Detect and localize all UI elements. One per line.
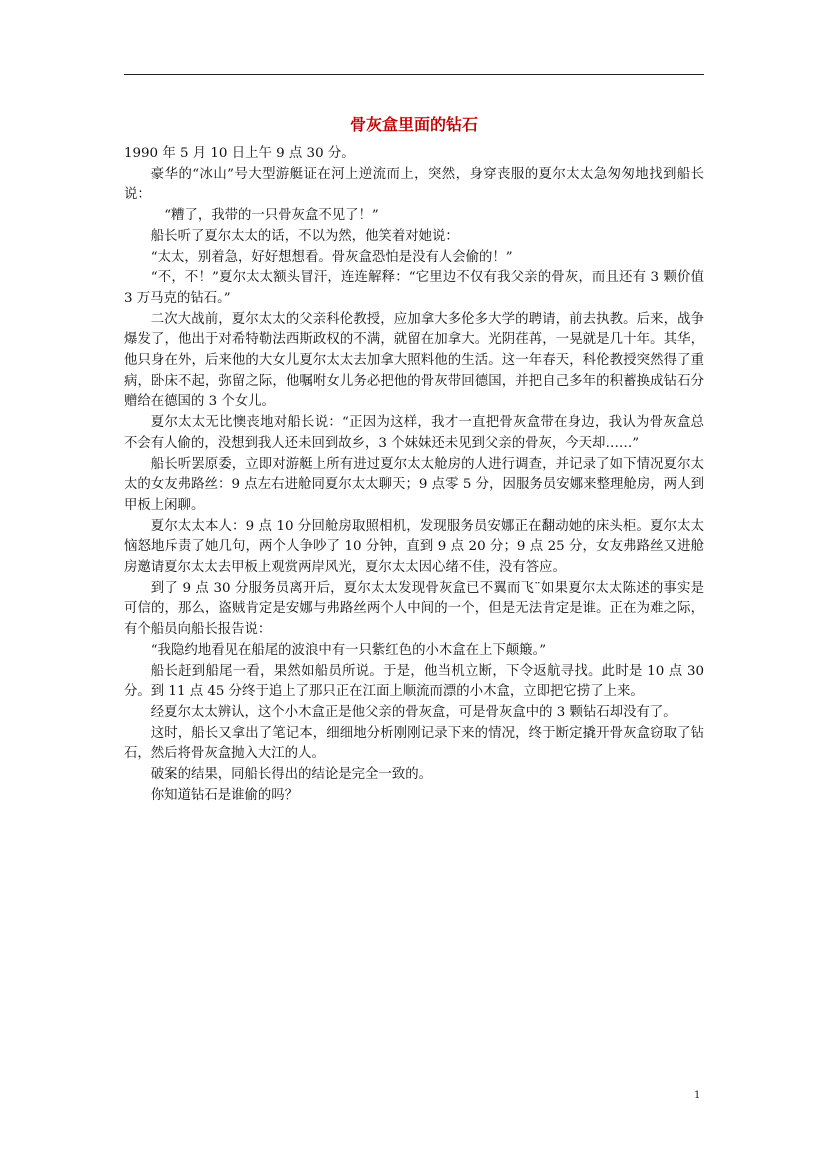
document-body (124, 144, 704, 807)
paragraph: 经夏尔太太辨认，这个小木盒正是他父亲的骨灰盒，可是骨灰盒中的 3 颗钻石却没有了。 (150, 704, 677, 720)
paragraph: 到了 9 点 30 分服务员离开后，夏尔太太发现骨灰盒已不翼而飞¨如果夏尔太太陈述的事实是可信的，那么，盗贼肯定是安娜与弗路丝两个人中间的一个，但是无法肯定是谁。正在为难之际，有个船员向船长报告说： (124, 580, 704, 638)
header-rule (124, 74, 704, 75)
paragraph: “我隐约地看见在船尾的波浪中有一只紫红色的小木盒在上下颠簸。” (150, 642, 547, 658)
paragraph: 夏尔太太无比懊丧地对船长说：“正因为这样，我才一直把骨灰盒带在身边，我认为骨灰盒总不会有人偷的，没想到我人还未回到故乡，3 个妹妹还未见到父亲的骨灰，今天却……” (124, 415, 704, 451)
paragraph: 船长听了夏尔太太的话，不以为然，他笑着对她说： (150, 228, 459, 244)
paragraph: 夏尔太太本人：9 点 10 分回舱房取照相机，发现服务员安娜正在翻动她的床头柜。夏尔太太恼怒地斥责了她几句，两个人争吵了 10 分钟，直到 9 点 20 分；9 点 25 分，女友弗路丝又进舱房邀请夏尔太太去甲板上观赏两岸风光，夏尔太太因心绪不佳，没有答应。 (124, 518, 704, 576)
paragraph: “不，不！”夏尔太太额头冒汗，连连解释：“它里边不仅有我父亲的骨灰，而且还有 3 颗价值 3 万马克的钻石。” (124, 270, 704, 306)
document-title: 骨灰盒里面的钻石 (349, 115, 478, 134)
paragraph: 船长听罢原委，立即对游艇上所有进过夏尔太太舱房的人进行调查，并记录了如下情况夏尔太太的女友弗路丝：9 点左右进舱同夏尔太太聊天；9 点零 5 分，因服务员安娜来整理舱房，两人到甲板上闲聊。 (124, 456, 704, 513)
paragraph: “糟了，我带的一只骨灰盒不见了！” (164, 208, 379, 224)
paragraph-question: 你知道钻石是谁偷的吗？ (150, 787, 299, 803)
paragraph-date: 1990 年 5 月 10 日上午 9 点 30 分。 (124, 146, 355, 161)
paragraph: 船长赶到船尾一看，果然如船员所说。于是，他当机立断，下令返航寻找。此时是 10 点 30 分。到 11 点 45 分终于追上了那只正在江面上顺流而漂的小木盒，立即把它捞了上来。 (124, 663, 704, 700)
paragraph: 破案的结果，同船长得出的结论是完全一致的。 (150, 767, 432, 783)
paragraph: 豪华的“冰山”号大型游艇证在河上逆流而上，突然，身穿丧服的夏尔太太急匆匆地找到船长说： (124, 166, 704, 203)
paragraph: “太太，别着急，好好想想看。骨灰盒恐怕是没有人会偷的！” (150, 249, 513, 265)
paragraph: 二次大战前，夏尔太太的父亲科伦教授，应加拿大多伦多大学的聘请，前去执教。后来，战争爆发了，他出于对希特勒法西斯政权的不满，就留在加拿大。光阴荏苒，一晃就是几十年。其华，他只身在外，后来他的大女儿夏尔太太去加拿大照料他的生活。这一年春天，科伦教授突然得了重病，卧床不起，弥留之际，他嘱咐女儿务必把他的骨灰带回德国，并把自己多年的积蓄换成钻石分赠给在德国的 3 个女儿。 (124, 311, 704, 410)
paragraph: 这时，船长又拿出了笔记本，细细地分析刚刚记录下来的情况，终于断定撬开骨灰盒窃取了钻石，然后将骨灰盒抛入大江的人。 (124, 725, 704, 762)
page-number: 1 (694, 1090, 701, 1101)
